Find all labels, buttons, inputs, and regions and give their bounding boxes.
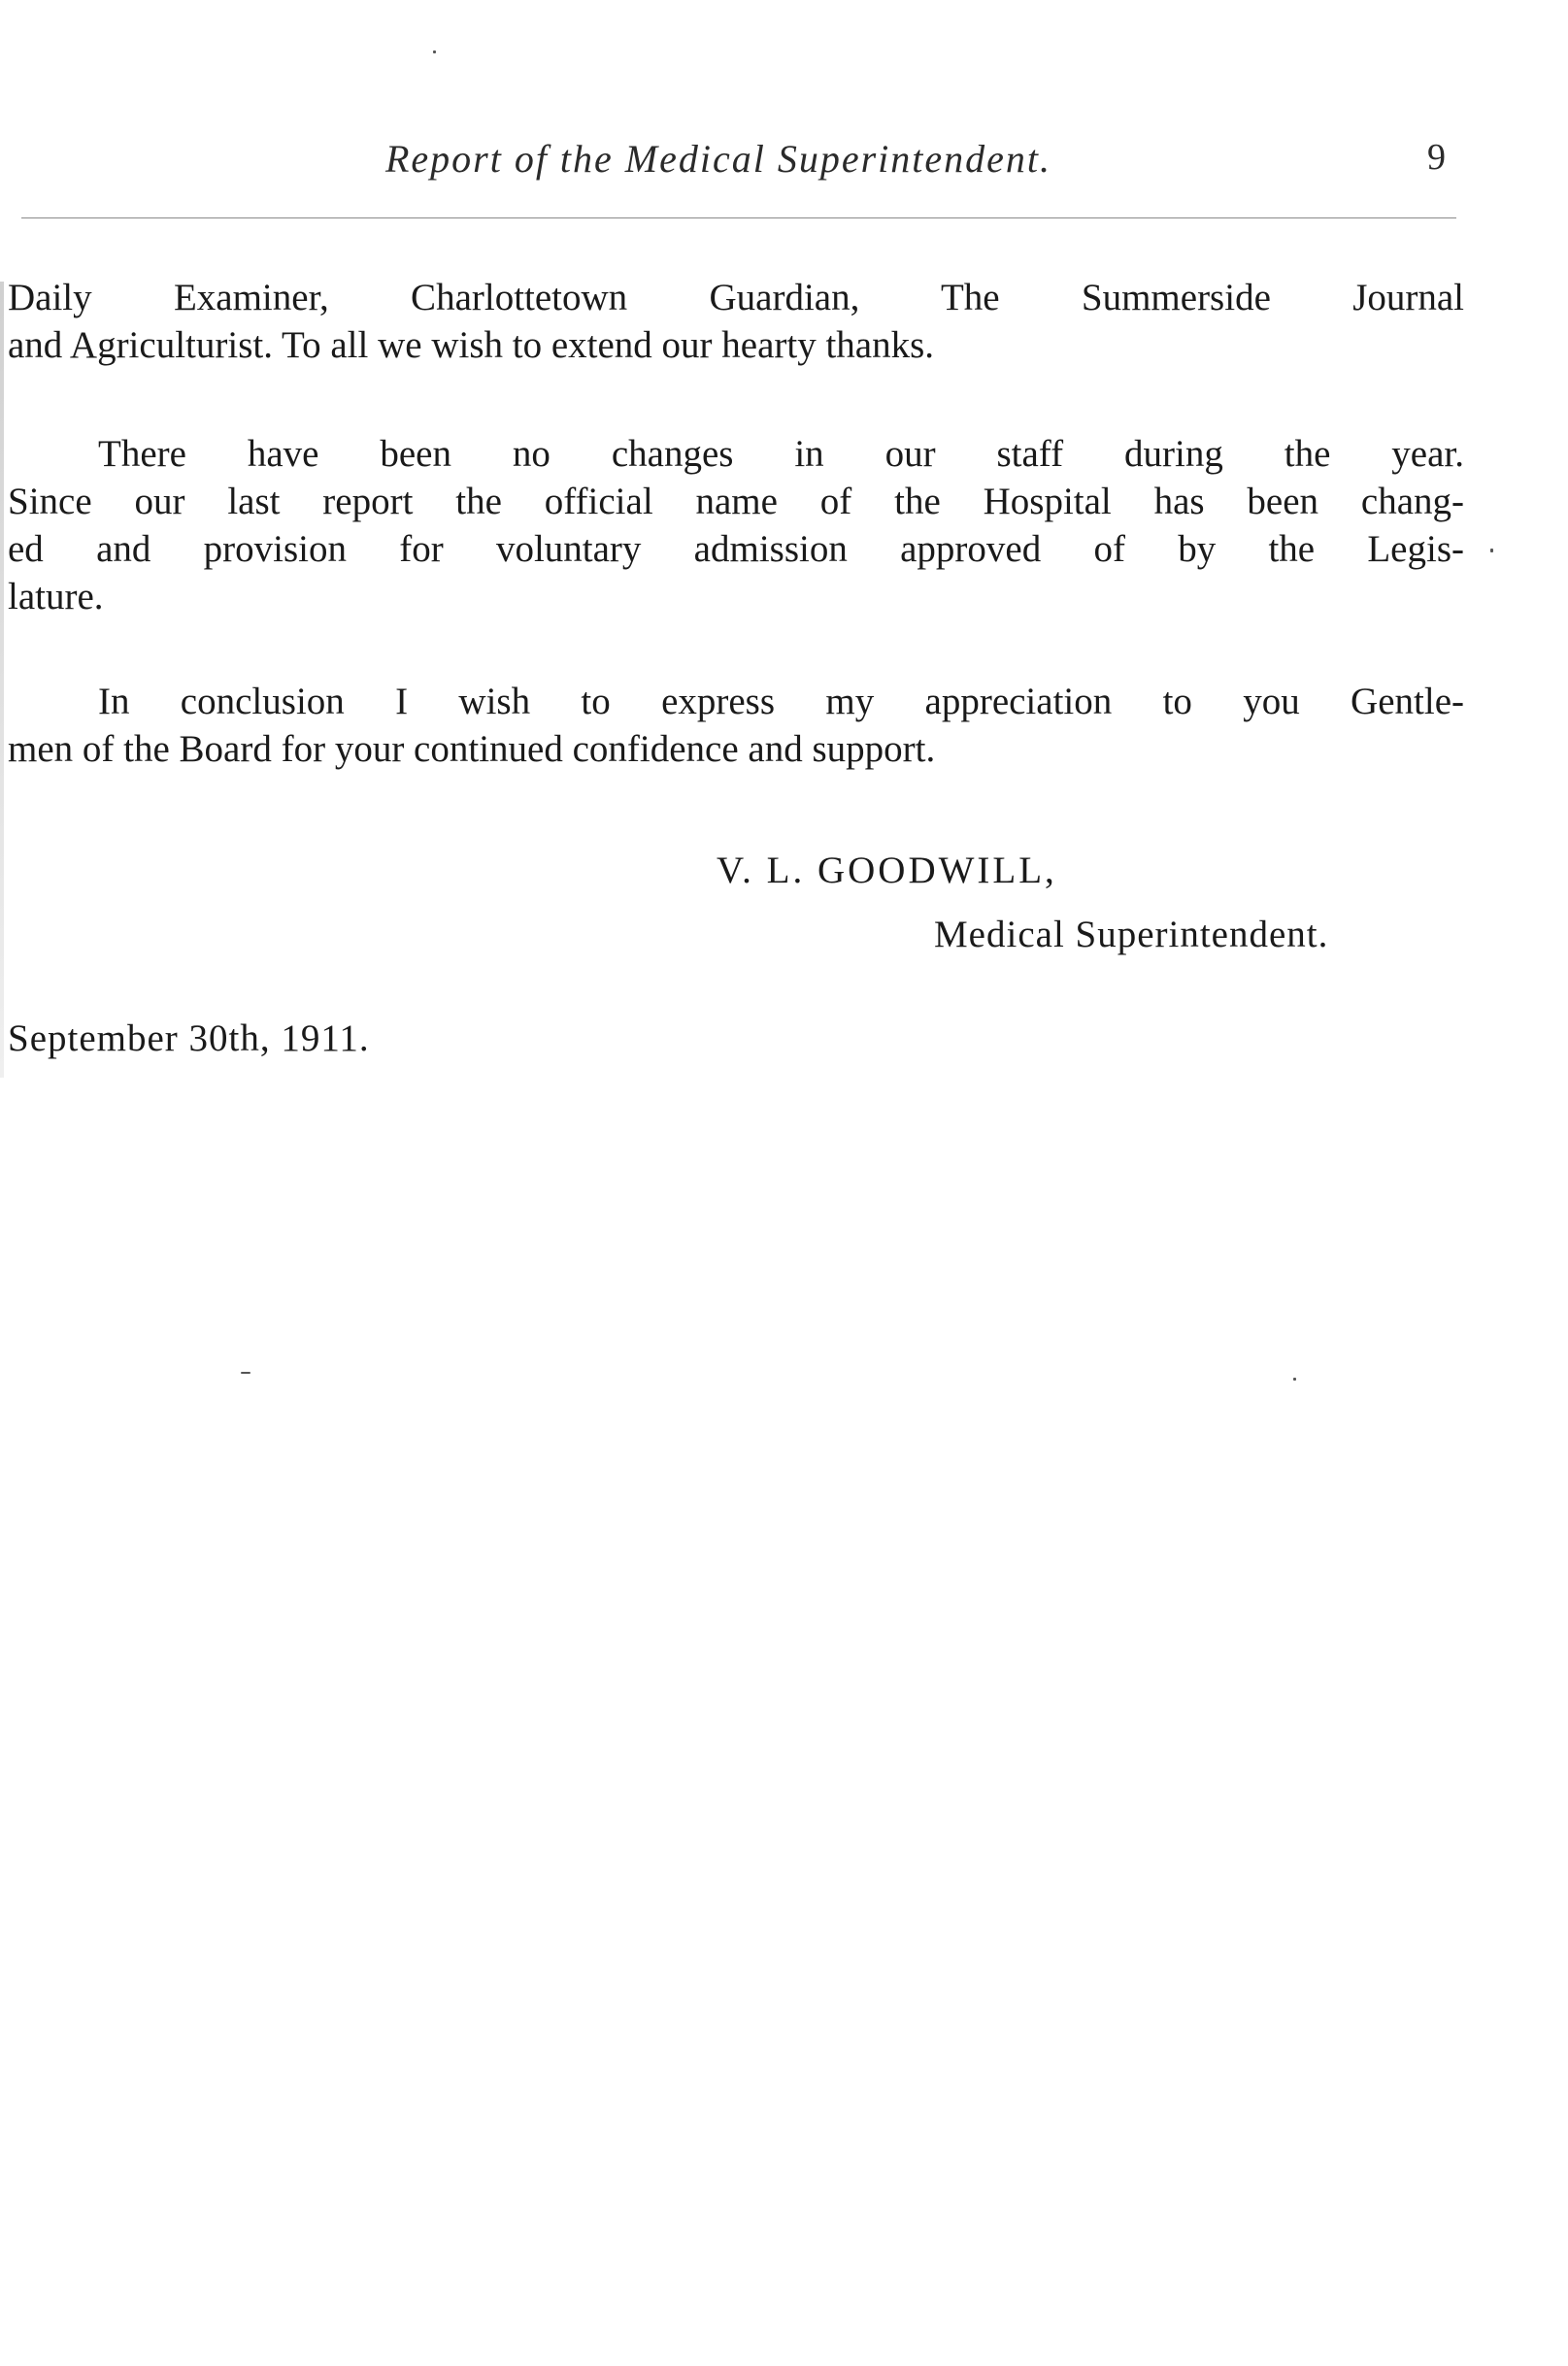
text-line: There have been no changes in our staff during the year. bbox=[98, 433, 1464, 475]
text-line: men of the Board for your continued confidence and support. bbox=[8, 728, 936, 770]
text-line: Daily Examiner, Charlottetown Guardian, The Summerside Journal bbox=[8, 277, 1464, 318]
paragraph-acknowledgements bbox=[8, 274, 1464, 369]
signature-title: Medical Superintendent. bbox=[934, 914, 1329, 955]
signature-name: V. L. GOODWILL, bbox=[717, 850, 1057, 891]
header-rule bbox=[21, 217, 1456, 218]
text-line: ed and provision for voluntary admission approved of by the Legis- bbox=[8, 528, 1464, 570]
scan-speck bbox=[241, 1372, 250, 1374]
paragraph-conclusion bbox=[8, 678, 1464, 773]
report-date: September 30th, 1911. bbox=[8, 1017, 370, 1059]
page-number: 9 bbox=[1427, 137, 1446, 178]
text-line: and Agriculturist. To all we wish to extend our hearty thanks. bbox=[8, 324, 935, 366]
running-header-title: Report of the Medical Superintendent. bbox=[384, 137, 1052, 181]
scan-speck bbox=[1490, 549, 1493, 552]
text-line: In conclusion I wish to express my appreciation to you Gentle- bbox=[98, 681, 1464, 722]
scan-speck bbox=[433, 50, 436, 53]
paragraph-staff-changes bbox=[8, 430, 1464, 620]
scan-edge-shadow bbox=[0, 282, 4, 1078]
scan-speck bbox=[1293, 1378, 1296, 1381]
text-line: lature. bbox=[8, 576, 104, 617]
text-line: Since our last report the official name of the Hospital has been chang- bbox=[8, 481, 1464, 522]
